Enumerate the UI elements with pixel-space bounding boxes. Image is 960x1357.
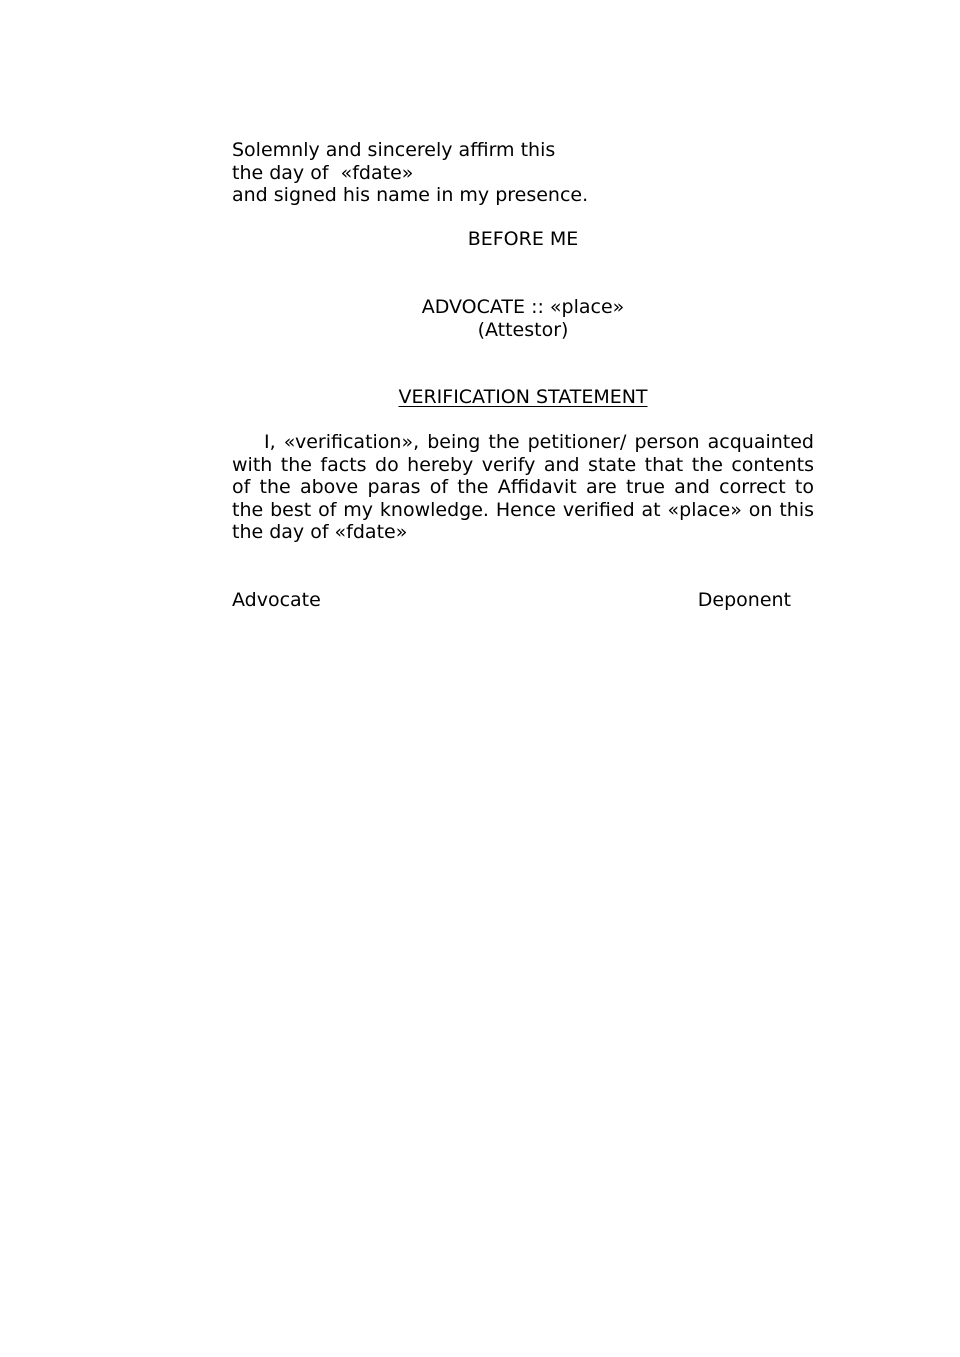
attestor-block [232, 296, 814, 341]
verification-title: VERIFICATION STATEMENT [398, 386, 648, 408]
attestor-label: (Attestor) [477, 318, 569, 341]
affirmation-line-3: and signed his name in my presence. [232, 184, 589, 207]
affirmation-block [232, 139, 814, 207]
signature-advocate: Advocate [232, 589, 321, 611]
document-page [232, 139, 814, 611]
signature-deponent: Deponent [697, 589, 791, 611]
before-me-heading [232, 228, 814, 251]
affirmation-line-2: the day of «fdate» [232, 161, 414, 184]
advocate-place-line: ADVOCATE :: «place» [421, 296, 625, 318]
affirmation-line-1: Solemnly and sincerely affirm this [232, 139, 556, 161]
verification-body: I, «verification», being the petitioner/ person acquainted with the facts do hereby verify and state that the contents of the above paras of the Affidavit are true and correct to the best of my knowledge. Hence verified at «place» on this the day of «fdate» [232, 431, 814, 544]
signature-row [232, 589, 791, 612]
before-me-text: BEFORE ME [467, 228, 579, 250]
